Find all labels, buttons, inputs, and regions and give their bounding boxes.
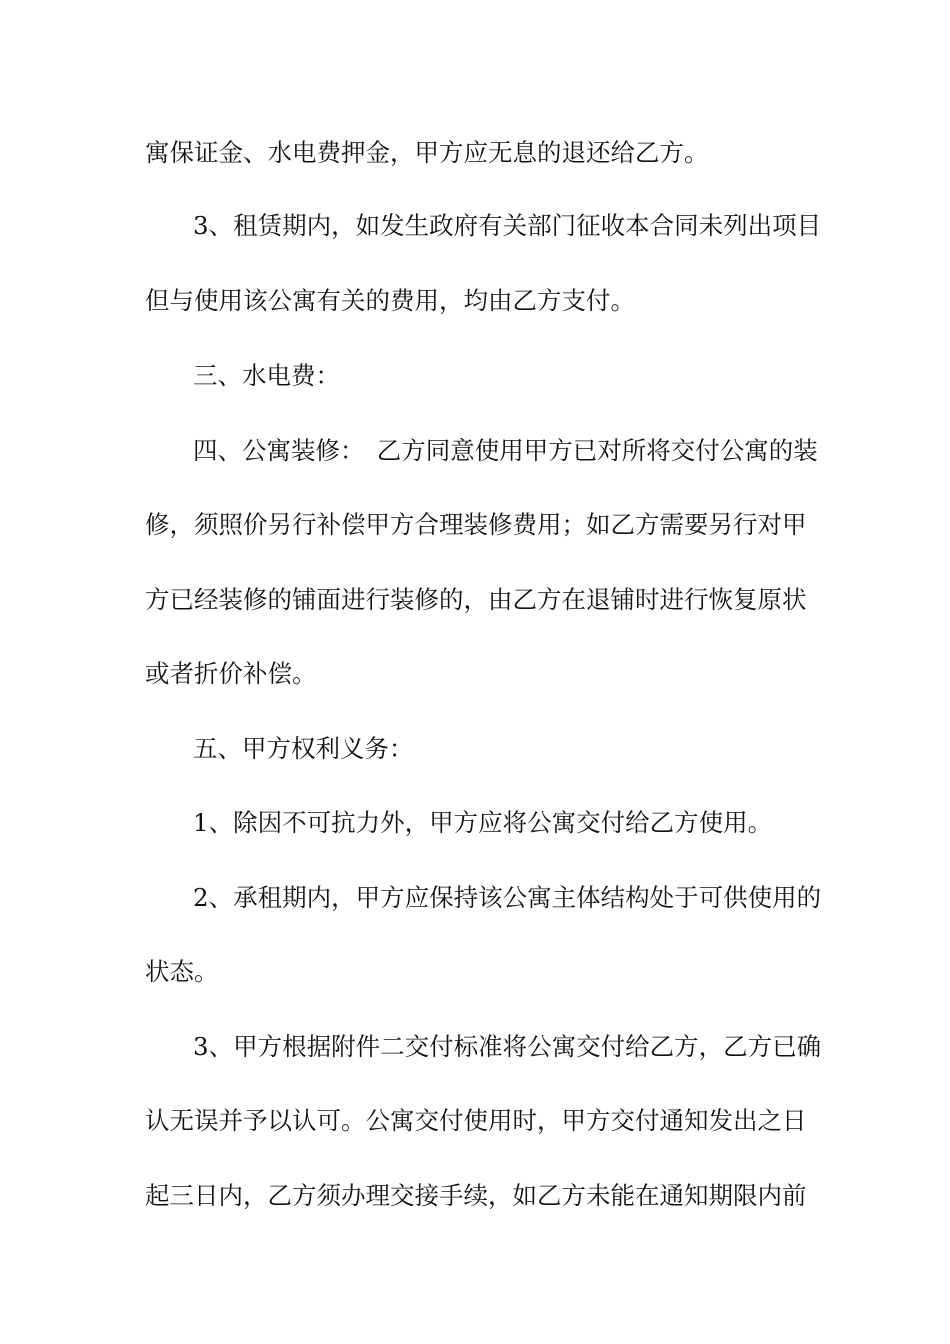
text-line: 1、除因不可抗力外，甲方应将公寓交付给乙方使用。	[193, 808, 773, 837]
text-line: 认无误并予以认可。公寓交付使用时，甲方交付通知发出之日	[145, 1106, 807, 1135]
text-line: 状态。	[145, 957, 219, 986]
section-heading: 五、甲方权利义务：	[193, 734, 414, 763]
text-line: 2、承租期内，甲方应保持该公寓主体结构处于可供使用的	[193, 883, 822, 912]
text-line: 3、租赁期内，如发生政府有关部门征收本合同未列出项目	[193, 211, 822, 240]
text-line: 方已经装修的铺面进行装修的，由乙方在退铺时进行恢复原状	[145, 585, 807, 614]
text-line: 但与使用该公寓有关的费用，均由乙方支付。	[145, 286, 635, 315]
section-heading: 三、水电费：	[193, 361, 340, 390]
text-line: 或者折价补偿。	[145, 659, 317, 688]
text-line: 四、公寓装修： 乙方同意使用甲方已对所将交付公寓的装	[193, 436, 818, 465]
text-line: 修，须照价另行补偿甲方合理装修费用；如乙方需要另行对甲	[145, 510, 807, 539]
text-line: 3、甲方根据附件二交付标准将公寓交付给乙方，乙方已确	[193, 1032, 822, 1061]
text-line: 寓保证金、水电费押金，甲方应无息的退还给乙方。	[145, 138, 709, 167]
text-line: 起三日内，乙方须办理交接手续，如乙方未能在通知期限内前	[145, 1181, 807, 1210]
